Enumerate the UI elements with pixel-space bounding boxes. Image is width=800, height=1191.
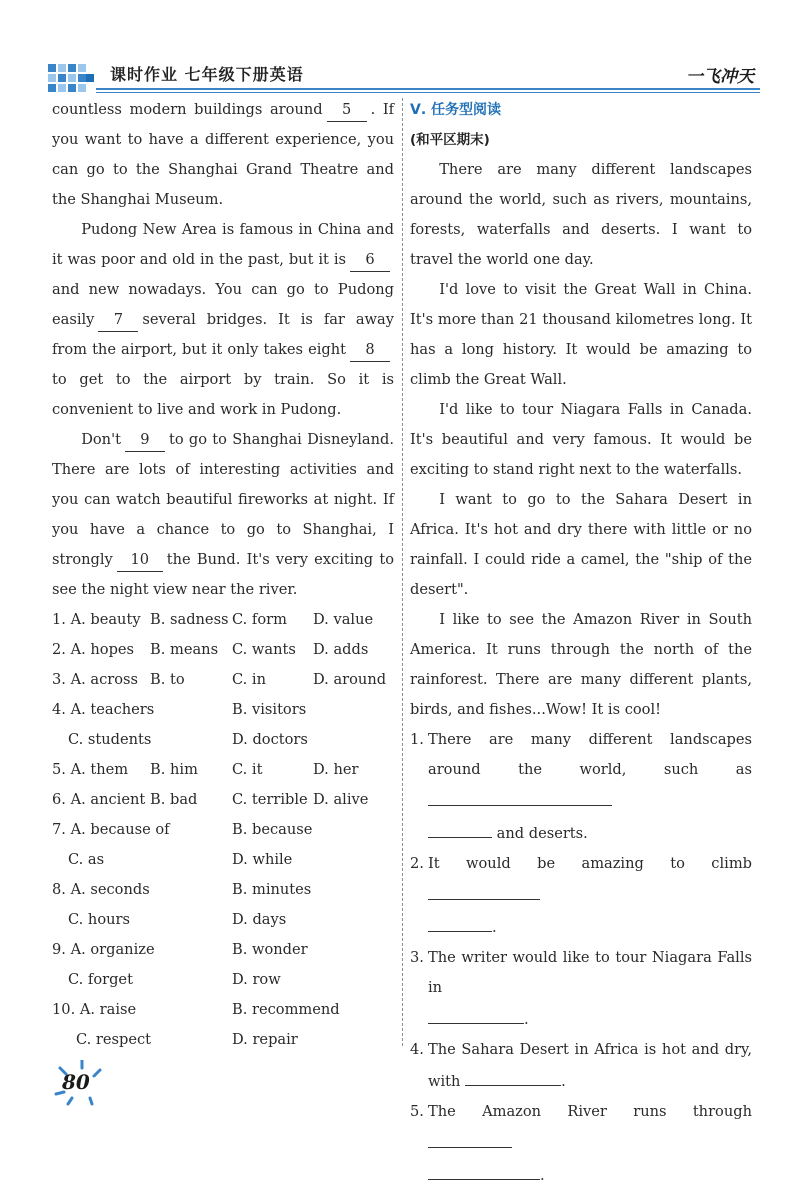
passage-paragraph-2: Pudong New Area is famous in China and it was poor and old in the past, but it is 6and new nowadays. You can go to Pudong easily 7 several bridges. It is far away from the airport, but it only takes eight 8to get to the airport by train. So it is convenient to live and work in Pudong.	[52, 221, 394, 418]
page-header	[40, 52, 760, 98]
answer-line-5a[interactable]	[428, 1127, 512, 1148]
blank-9: 9	[125, 429, 165, 452]
options-list	[52, 605, 394, 1055]
answer-line-2a[interactable]	[428, 879, 540, 900]
header-rule	[96, 88, 760, 90]
question-1: 1. There are many different landscapes around the world, such as and deserts.	[410, 731, 752, 842]
answer-line-3[interactable]	[428, 1003, 524, 1024]
question-4: 4. The Sahara Desert in Africa is hot and dry, with .	[410, 1041, 752, 1090]
answer-line-4[interactable]	[465, 1065, 561, 1086]
column-divider	[402, 98, 403, 1046]
question-2: 2. It would be amazing to climb .	[410, 855, 752, 936]
reading-paragraph-5: I like to see the Amazon River in South America. It runs through the north of the rainforest. There are many different plants, birds, and fishes...Wow! It is cool!	[410, 611, 752, 718]
option-row: C. as D. while	[68, 851, 293, 868]
option-row: 3. A. across B. to C. in D. around	[52, 671, 387, 688]
blank-5: 5	[327, 99, 367, 122]
left-column	[52, 95, 394, 1055]
reading-paragraph-1: There are many different landscapes around the world, such as rivers, mountains, forests, waterfalls and deserts. I want to travel the world one day.	[410, 161, 752, 268]
reading-paragraph-3: I'd like to tour Niagara Falls in Canada. It's beautiful and very famous. It would be exciting to stand right next to the waterfalls.	[410, 401, 752, 478]
option-row: 6. A. ancient B. bad C. terrible D. alive	[52, 791, 369, 808]
passage-paragraph-3: Don't 9 to go to Shanghai Disneyland. There are lots of interesting activities and you can watch beautiful fireworks at night. If you have a chance to go to Shanghai, I strongly 10 the Bund. It's very exciting to see the night view near the river.	[52, 431, 394, 598]
option-row: C. hours D. days	[68, 911, 287, 928]
source-label: (和平区期末)	[410, 132, 490, 148]
option-row: 7. A. because of B. because	[52, 821, 313, 838]
answer-line-1b[interactable]	[428, 817, 492, 838]
option-row: 9. A. organize B. wonder	[52, 941, 308, 958]
brand-logo: 一飞冲天	[686, 67, 754, 87]
question-5: 5. The Amazon River runs through .	[410, 1103, 752, 1184]
option-row: 5. A. them B. him C. it D. her	[52, 761, 359, 778]
answer-line-5b[interactable]	[428, 1159, 540, 1180]
option-row: C. students D. doctors	[68, 731, 308, 748]
option-row: 1. A. beauty B. sadness C. form D. value	[52, 611, 374, 628]
blank-6: 6	[350, 249, 390, 272]
option-row: 4. A. teachers B. visitors	[52, 701, 307, 718]
header-title: 课时作业 七年级下册英语	[110, 65, 304, 84]
question-3: 3. The writer would like to tour Niagara Falls in .	[410, 949, 752, 1028]
blue-squares-logo-icon	[48, 60, 94, 92]
right-column	[410, 95, 752, 1191]
blank-10: 10	[117, 549, 163, 572]
option-row: C. respect D. repair	[76, 1031, 298, 1048]
passage-paragraph-1: countless modern buildings around 5 . If you want to have a different experience, you can go to the Shanghai Grand Theatre and the Shanghai Museum.	[52, 101, 394, 208]
answer-line-2b[interactable]	[428, 911, 492, 932]
answer-line-1a[interactable]	[428, 785, 612, 806]
blank-8: 8	[350, 339, 390, 362]
reading-paragraph-4: I want to go to the Sahara Desert in Africa. It's hot and dry there with little or no rainfall. I could ride a camel, the "ship of the desert".	[410, 491, 752, 598]
option-row: 8. A. seconds B. minutes	[52, 881, 312, 898]
reading-paragraph-2: I'd love to visit the Great Wall in China. It's more than 21 thousand kilometres long. It has a long history. It would be amazing to climb the Great Wall.	[410, 281, 752, 388]
option-row: 2. A. hopes B. means C. wants D. adds	[52, 641, 369, 658]
option-row: C. forget D. row	[68, 971, 281, 988]
section-title: Ⅴ. 任务型阅读	[410, 102, 502, 118]
page-number: 80	[62, 1070, 90, 1094]
page-number-badge	[52, 1060, 112, 1110]
header-rule-thin	[96, 92, 760, 93]
option-row: 10. A. raise B. recommend	[52, 1001, 340, 1018]
blank-7: 7	[98, 309, 138, 332]
